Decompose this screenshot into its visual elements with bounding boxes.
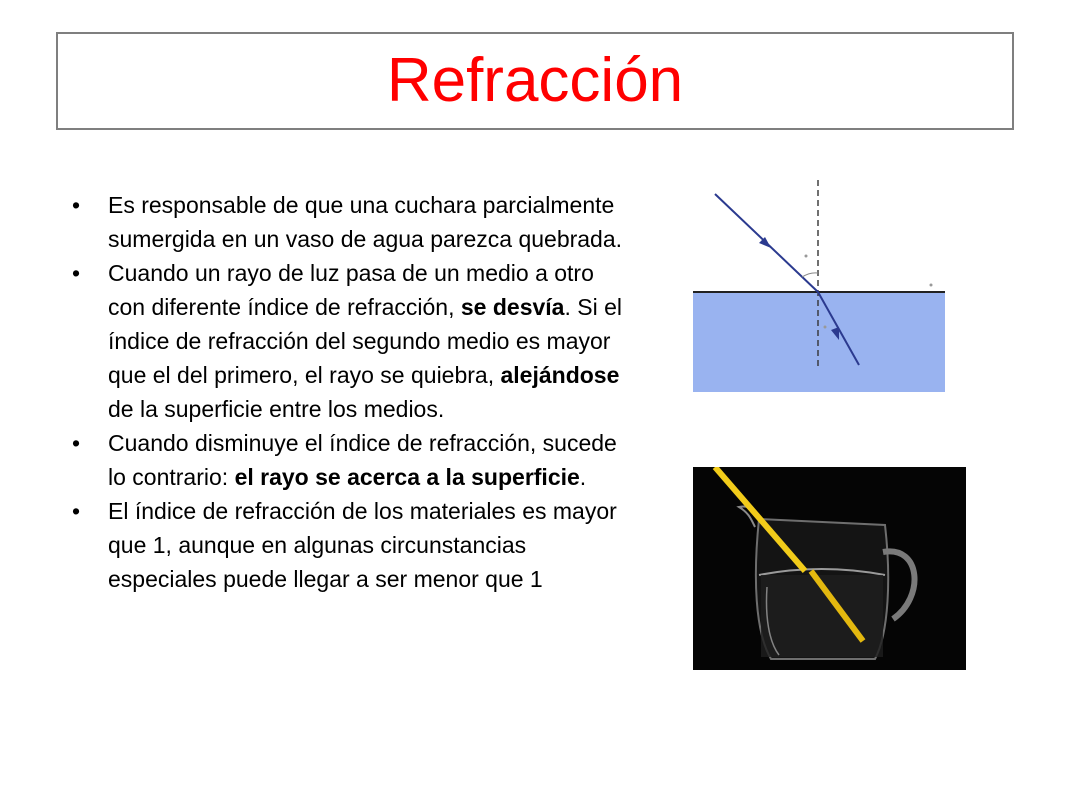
bold-text: se desvía <box>460 294 565 320</box>
ruler-in-water-jug-photo <box>693 467 966 670</box>
list-item: • Cuando un rayo de luz pasa de un medio a otro con diferente índice de refracción, se desvía. Si el índice de refracción del segundo medio es mayor que el del primero, el rayo se quiebra, alejándose de la superficie entre los medios. <box>72 256 632 426</box>
air-region <box>693 180 945 292</box>
list-item: • Es responsable de que una cuchara parcialmente sumergida en un vaso de agua parezca quebrada. <box>72 188 632 256</box>
bold-text: alejándose <box>500 362 620 388</box>
list-item: • El índice de refracción de los materiales es mayor que 1, aunque en algunas circunstancias especiales puede llegar a ser menor que 1 <box>72 494 632 596</box>
list-item: • Cuando disminuye el índice de refracción, sucede lo contrario: el rayo se acerca a la superficie. <box>72 426 632 494</box>
bullet-list <box>72 188 632 596</box>
page-title: Refracción <box>386 46 684 115</box>
water-region <box>693 292 945 392</box>
refraction-diagram <box>693 180 945 392</box>
angle-mark <box>805 255 808 258</box>
bold-text: el rayo se acerca a la superficie <box>234 464 580 490</box>
title-box <box>56 32 1014 130</box>
angle-mark <box>824 326 827 329</box>
angle-mark <box>930 284 933 287</box>
